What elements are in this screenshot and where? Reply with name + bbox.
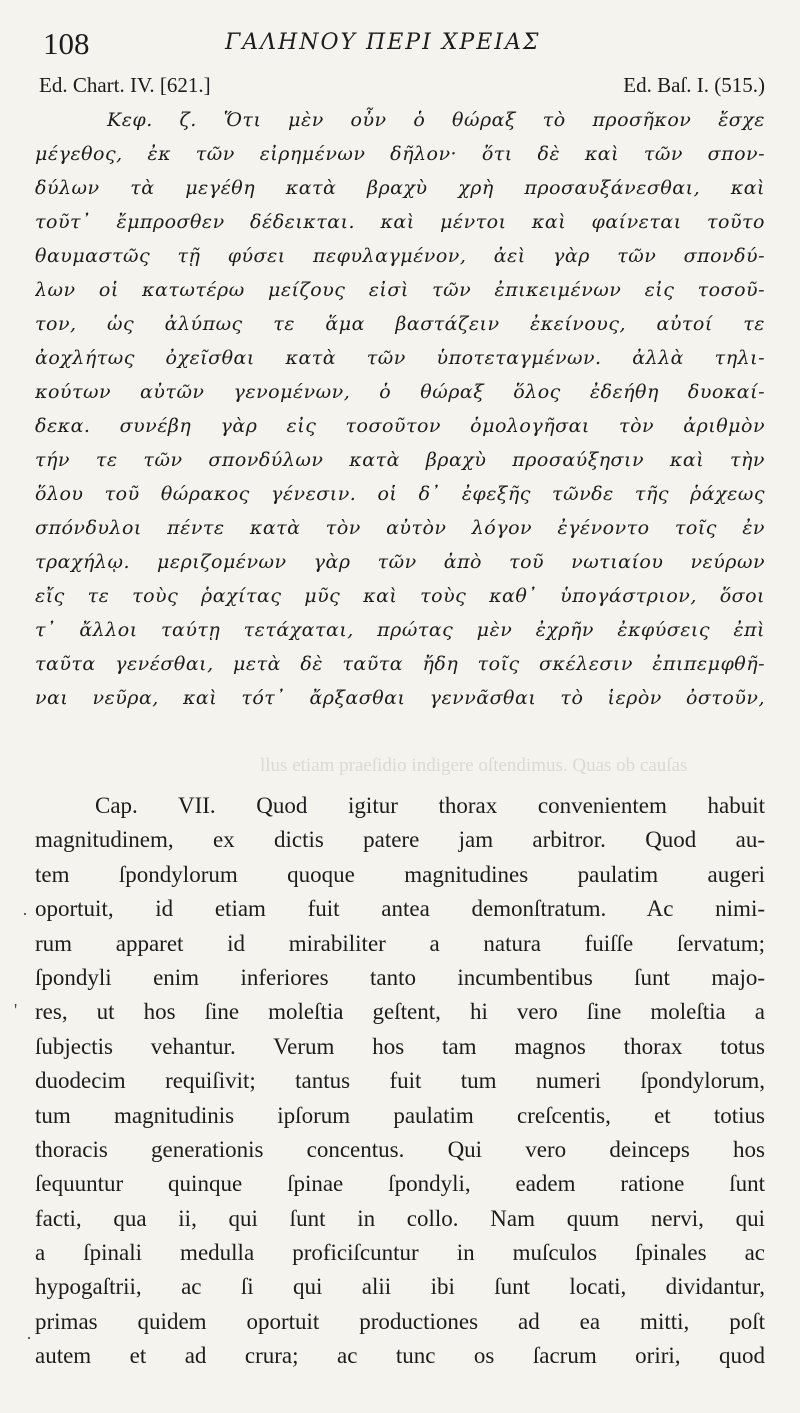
greek-line: δύλων τὰ μεγέθη κατὰ βραχὺ χρὴ προσαυξάνεσθαι, καὶ xyxy=(35,177,765,199)
edition-basel-reference: Ed. Baſ. I. (515.) xyxy=(623,73,765,97)
greek-line: ναι νεῦρα, καὶ τότ᾽ ἄρξασθαι γεννᾶσθαι τὸ ἱερὸν ὀστοῦν, xyxy=(35,687,765,709)
margin-dot-mark: · xyxy=(22,904,28,924)
margin-dot-mark: · xyxy=(26,1328,32,1348)
latin-line: hypogaſtrii, ac ſi qui alii ibi ſunt locati, dividantur, xyxy=(35,1274,765,1300)
greek-line: τοῦτ᾽ ἔμπροσθεν δέδεικται. καὶ μέντοι καὶ φαίνεται τοῦτο xyxy=(35,211,765,233)
greek-line: ἀοχλήτως ὀχεῖσθαι κατὰ τῶν ὑποτεταγμένων. ἀλλὰ τηλι- xyxy=(35,347,765,369)
greek-line: σπόνδυλοι πέντε κατὰ τὸν αὐτὸν λόγον ἐγένοντο τοῖς ἐν xyxy=(35,517,765,539)
greek-line: Κεφ. ζ. Ὅτι μὲν οὖν ὁ θώραξ τὸ προσῆκον ἔσχε xyxy=(107,109,765,131)
latin-line: tem ſpondylorum quoque magnitudines paulatim augeri xyxy=(35,861,765,887)
greek-line: ὅλου τοῦ θώρακος γένεσιν. οἱ δ᾽ ἐφεξῆς τῶνδε τῆς ῥάχεως xyxy=(35,483,765,505)
edition-chartier-reference: Ed. Chart. IV. [621.] xyxy=(39,73,211,97)
latin-line: thoracis generationis concentus. Qui vero deinceps hos xyxy=(35,1136,765,1162)
greek-line: μέγεθος, ἐκ τῶν εἰρημένων δῆλον· ὅτι δὲ καὶ τῶν σπον- xyxy=(35,143,765,165)
greek-line: κούτων αὐτῶν γενομένων, ὁ θώραξ ὅλος ἐδεήθη δυοκαί- xyxy=(35,381,765,403)
latin-line: a ſpinali medulla proficiſcuntur in muſculos ſpinales ac xyxy=(35,1240,765,1266)
greek-line: τον, ὡς ἀλύπως τε ἅμα βαστάζειν ἐκείνους, αὐτοί τε xyxy=(35,313,765,335)
bleed-through-text: llus etiam praeſidio indigere oſtendimus. Quas ob cauſas xyxy=(260,755,688,776)
page-header xyxy=(35,22,775,70)
greek-line: ταῦτα γενέσθαι, μετὰ δὲ ταῦτα ἤδη τοῖς σκέλεσιν ἐπιπεμφθῆ- xyxy=(35,653,765,675)
latin-line: ſpondyli enim inferiores tanto incumbentibus ſunt majo- xyxy=(35,964,765,990)
greek-text-block xyxy=(35,103,765,715)
latin-line: primas quidem oportuit productiones ad ea mitti, poſt xyxy=(35,1308,765,1334)
latin-line: res, ut hos ſine moleſtia geſtent, hi vero ſine moleſtia a xyxy=(35,999,765,1025)
latin-line: duodecim requiſivit; tantus fuit tum numeri ſpondylorum, xyxy=(35,1068,765,1094)
greek-line: θαυμαστῶς τῇ φύσει πεφυλαγμένον, ἀεὶ γὰρ τῶν σπονδύ- xyxy=(35,245,765,267)
latin-line: tum magnitudinis ipſorum paulatim creſcentis, et totius xyxy=(35,1102,765,1128)
margin-dot-mark: ' xyxy=(14,1000,18,1020)
greek-line: δεκα. συνέβη γὰρ εἰς τοσοῦτον ὁμολογῆσαι τὸν ἀριθμὸν xyxy=(35,415,765,437)
running-title: ΓΑΛΗΝΟΥ ΠΕΡΙ ΧΡΕΙΑΣ xyxy=(225,30,541,55)
latin-line: magnitudinem, ex dictis patere jam arbitror. Quod au- xyxy=(35,827,765,853)
edition-reference-line xyxy=(35,73,765,105)
greek-line: λων οἱ κατωτέρω μείζους εἰσὶ τῶν ἐπικειμένων εἰς τοσοῦ- xyxy=(35,279,765,301)
latin-line: oportuit, id etiam fuit antea demonſtratum. Ac nimi- xyxy=(35,896,765,922)
latin-line: autem et ad crura; ac tunc os ſacrum oriri, quod xyxy=(35,1343,765,1369)
latin-line: facti, qua ii, qui ſunt in collo. Nam quum nervi, qui xyxy=(35,1205,765,1231)
page-number: 108 xyxy=(43,26,90,61)
greek-line: τ᾽ ἄλλοι ταύτῃ τετάχαται, πρώτας μὲν ἐχρῆν ἐκφύσεις ἐπὶ xyxy=(35,619,765,641)
greek-line: εἴς τε τοὺς ῥαχίτας μῦς καὶ τοὺς καθ᾽ ὑπογάστριον, ὅσοι xyxy=(35,585,765,607)
latin-line: Cap. VII. Quod igitur thorax convenientem habuit xyxy=(95,793,765,818)
greek-line: τραχήλῳ. μεριζομένων γὰρ τῶν ἀπὸ τοῦ νωτιαίου νεύρων xyxy=(35,551,765,573)
latin-line: ſubjectis vehantur. Verum hos tam magnos thorax totus xyxy=(35,1033,765,1059)
latin-text-block xyxy=(35,789,765,1374)
latin-line: ſequuntur quinque ſpinae ſpondyli, eadem ratione ſunt xyxy=(35,1171,765,1197)
greek-line: τήν τε τῶν σπονδύλων κατὰ βραχὺ προσαύξησιν καὶ τὴν xyxy=(35,449,765,471)
latin-line: rum apparet id mirabiliter a natura fuiſſe ſervatum; xyxy=(35,930,765,956)
